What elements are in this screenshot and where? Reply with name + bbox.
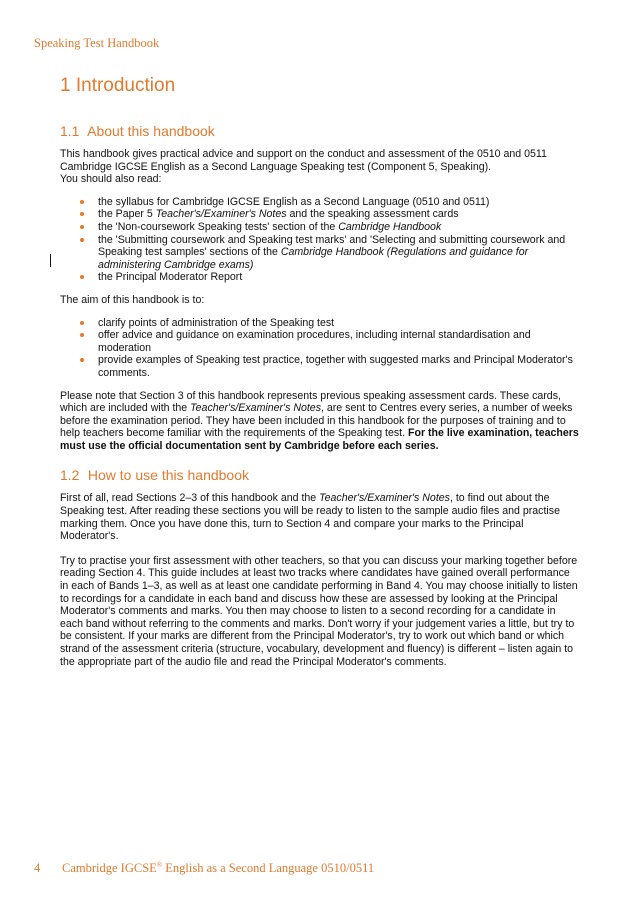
body-text: , to find out about the Speaking test. After reading these sections you will be ready to listen to the sample audio files and practise marking them. Once you have done this, turn to Section 4 and compare your marks to the Principal Moderator's.	[60, 492, 560, 543]
list-item	[98, 221, 580, 234]
italic-title: Cambridge Handbook	[338, 220, 442, 233]
usage-paragraph-1	[60, 492, 580, 542]
list-item	[98, 271, 580, 284]
intro-text: This handbook gives practical advice and support on the conduct and assessment of the 0510 and 0511 Cambridge IGCSE English as a Second Language Speaking test (Component 5, Speaking).	[60, 148, 547, 173]
list-item-text: the Principal Moderator Report	[98, 271, 243, 284]
footer-title: Cambridge IGCSE	[62, 861, 157, 876]
read-list	[60, 196, 580, 284]
change-bar	[50, 254, 51, 267]
list-item-text: the Paper 5	[98, 208, 156, 221]
note-text: Please note that Section 3 of this handbook represents previous speaking assessment cards. These cards, which are included with the	[60, 389, 561, 415]
italic-title: Teacher's/Examiner's Notes	[155, 208, 287, 221]
aim-list	[60, 317, 580, 380]
bold-notice: For the live examination, teachers must use the official documentation sent by Cambridge before each series.	[60, 427, 579, 452]
footer-title-rest: English as a Second Language 0510/0511	[162, 861, 375, 876]
section-number: 1.1	[60, 123, 80, 139]
section-1-1-heading	[60, 122, 580, 140]
running-footer	[34, 861, 374, 876]
italic-title: Teacher's/Examiner's Notes	[190, 402, 321, 415]
registered-mark: ®	[156, 861, 163, 869]
italic-title: Cambridge Handbook (Regulations and guidance for administering Cambridge exams)	[98, 246, 529, 271]
running-header: Speaking Test Handbook	[34, 36, 160, 50]
note-text: , are sent to Centres every series, a number of weeks before the examination period. They have been included in this handbook for the purposes of training and to help teachers become familiar with the requirements of the Speaking test.	[60, 402, 573, 440]
list-item: provide examples of Speaking test practice, together with suggested marks and Principal Moderator's comments.	[98, 354, 580, 379]
section-title: About this handbook	[87, 123, 215, 139]
aim-intro: The aim of this handbook is to:	[60, 293, 205, 306]
page-number: 4	[34, 861, 41, 876]
intro-paragraph	[60, 148, 580, 186]
also-read-text: You should also read:	[60, 173, 162, 186]
list-item-text: the 'Non-coursework Speaking tests' section of the	[98, 220, 339, 233]
italic-title: Teacher's/Examiner's Notes	[319, 492, 450, 505]
list-item-text: the 'Submitting coursework and Speaking test marks' and 'Selecting and submitting coursework and Speaking test samples' sections of the	[98, 233, 566, 259]
list-item	[98, 196, 580, 209]
usage-paragraph-2: Try to practise your first assessment with other teachers, so that you can discuss your marking together before reading Section 4. This guide includes at least two tracks where candidates have gained overall performance in each of Bands 1–3, as well as at least one candidate performing in Band 4. You may choose initially to listen to recordings for a candidate in each band and discuss how these are assessed by looking at the Principal Moderator's comments and marks. You then may choose to listen to a second recording for a candidate in each band without referring to the comments and marks. Don't worry if your judgement varies a little, but try to be consistent. If your marks are different from the Principal Moderator's, try to work out which band or which strand of the assessment criteria (structure, vocabulary, development and fluency) is different – listen again to the appropriate part of the audio file and read the Principal Moderator's comments.	[60, 554, 578, 668]
note-paragraph	[60, 390, 580, 453]
body-text: First of all, read Sections 2–3 of this handbook and the	[60, 492, 320, 505]
list-item-text: and the speaking assessment cards	[286, 208, 459, 221]
list-item-text: the syllabus for Cambridge IGCSE English as a Second Language (0510 and 0511)	[98, 195, 490, 208]
page-content	[60, 74, 580, 678]
section-1-2-heading	[60, 466, 580, 484]
list-item: clarify points of administration of the Speaking test	[98, 317, 580, 330]
section-title: How to use this handbook	[87, 467, 249, 484]
list-item: offer advice and guidance on examination procedures, including internal standardisation and moderation	[98, 329, 580, 354]
chapter-title: 1 Introduction	[60, 75, 176, 96]
section-number: 1.2	[60, 467, 80, 484]
list-item	[98, 208, 580, 221]
list-item	[98, 234, 580, 272]
